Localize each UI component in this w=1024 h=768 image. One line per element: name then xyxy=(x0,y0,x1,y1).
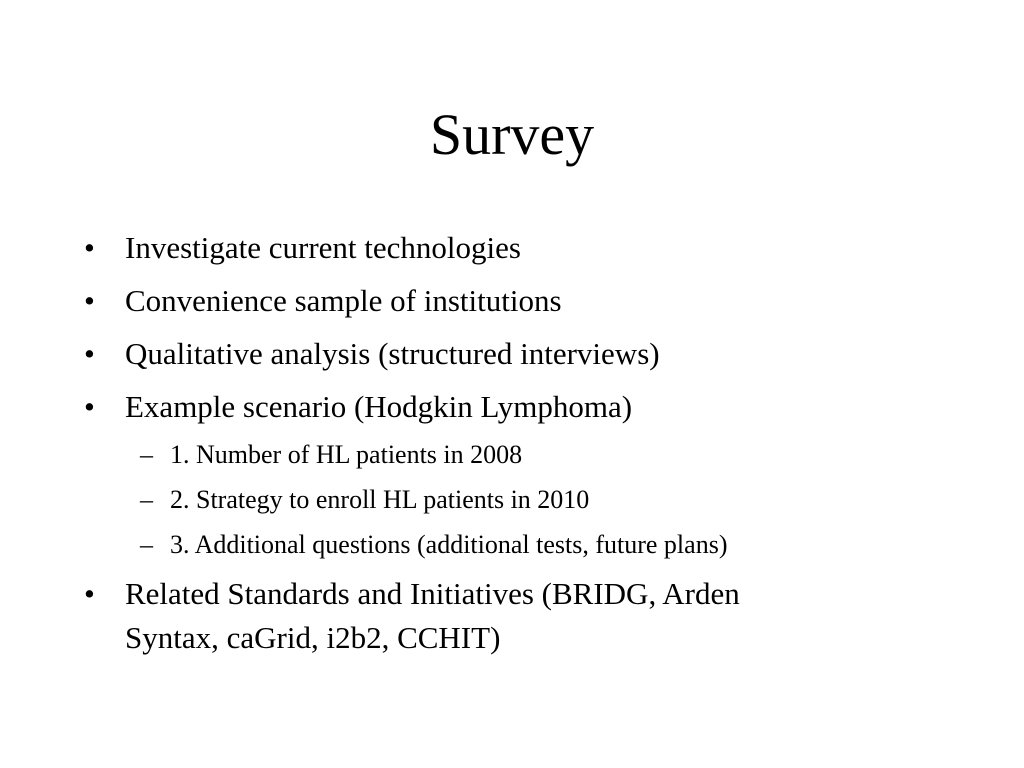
slide-title: Survey xyxy=(429,102,595,167)
bullet-text: Related Standards and Initiatives (BRIDG, Arden xyxy=(125,576,740,611)
bullet-marker: • xyxy=(84,576,95,611)
sub-bullet-text: 3. Additional questions (additional tests, future plans) xyxy=(170,530,728,559)
bullet-text: Investigate current technologies xyxy=(125,230,521,265)
bullet-marker: • xyxy=(84,230,95,265)
bullet-text: Qualitative analysis (structured interviews) xyxy=(125,336,660,371)
bullet-marker: • xyxy=(84,283,95,318)
bullet-text-continuation: Syntax, caGrid, i2b2, CCHIT) xyxy=(125,620,501,655)
bullet-text: Convenience sample of institutions xyxy=(125,283,562,318)
bullet-text: Example scenario (Hodgkin Lymphoma) xyxy=(125,389,633,424)
sub-bullet-text: 1. Number of HL patients in 2008 xyxy=(170,440,523,469)
bullet-marker: • xyxy=(84,336,95,371)
sub-bullet-text: 2. Strategy to enroll HL patients in 2010 xyxy=(170,485,590,514)
dash-marker: – xyxy=(140,530,153,559)
dash-marker: – xyxy=(140,485,153,514)
dash-marker: – xyxy=(140,440,153,469)
bullet-marker: • xyxy=(84,389,95,424)
